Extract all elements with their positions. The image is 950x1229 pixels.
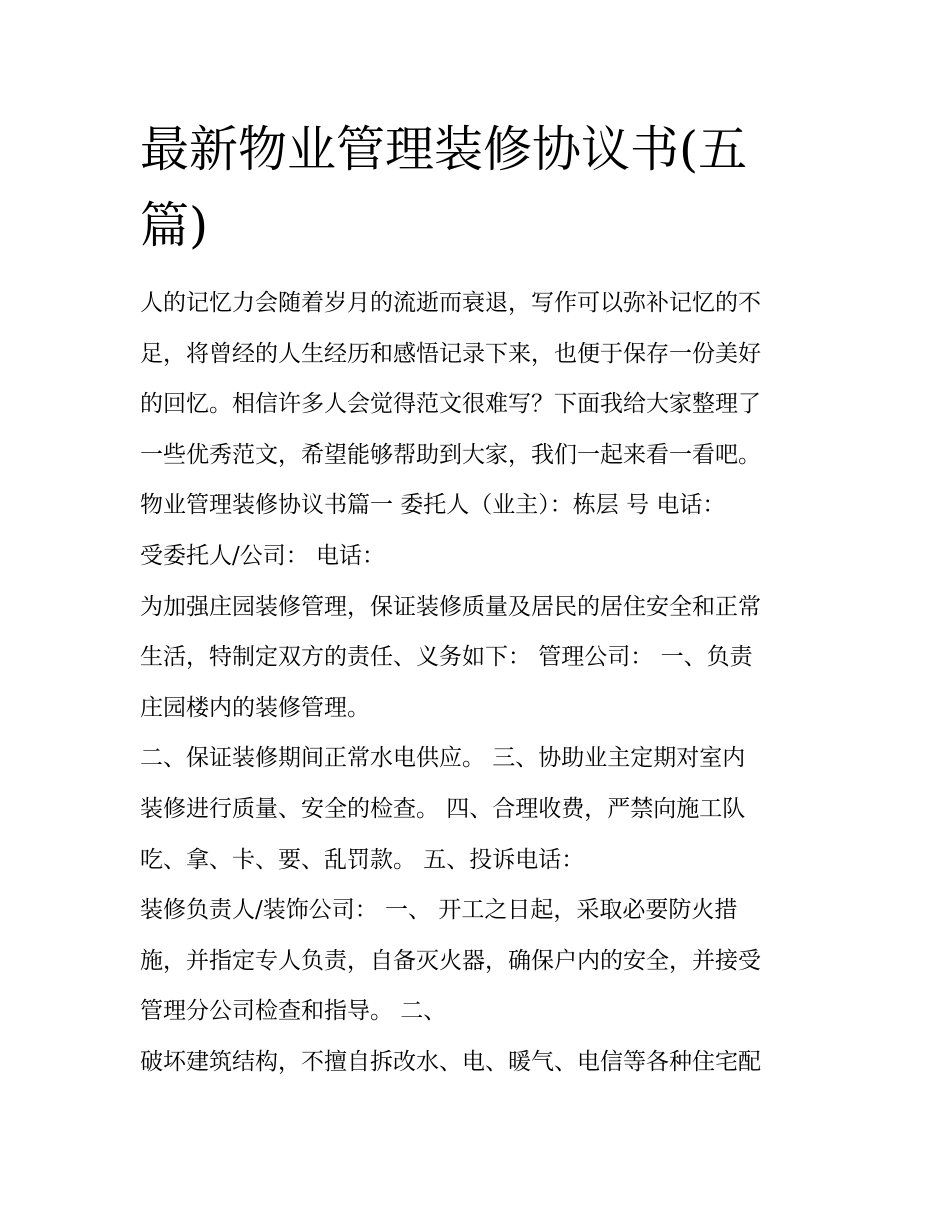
- body-line: 一些优秀范文，希望能够帮助到大家，我们一起来看一看吧。: [140, 441, 761, 468]
- body-line: 装修进行质量、安全的检查。 四、合理收费，严禁向施工队: [140, 795, 746, 822]
- body-line: 吃、拿、卡、要、乱罚款。 五、投诉电话：: [140, 846, 585, 873]
- body-line: 生活，特制定双方的责任、义务如下： 管理公司： 一、负责: [140, 644, 753, 671]
- body-line: 管理分公司检查和指导。 二、: [140, 998, 447, 1025]
- body-line: 物业管理装修协议书篇一 委托人（业主）：栋层 号 电话：: [140, 492, 726, 519]
- body-line: 施，并指定专人负责，自备灭火器，确保户内的安全，并接受: [140, 947, 761, 974]
- body-line: 装修负责人/装饰公司： 一、 开工之日起，采取必要防火措: [140, 897, 738, 924]
- body-line: 足，将曾经的人生经历和感悟记录下来，也便于保存一份美好: [140, 340, 761, 367]
- body-line: 庄园楼内的装修管理。: [140, 694, 370, 721]
- body-line: 的回忆。相信许多人会觉得范文很难写？下面我给大家整理了: [140, 391, 761, 418]
- body-line: 破坏建筑结构，不擅自拆改水、电、暖气、电信等各种住宅配: [140, 1048, 761, 1075]
- body-line: 为加强庄园装修管理，保证装修质量及居民的居住安全和正常: [140, 593, 761, 620]
- body-line: 人的记忆力会随着岁月的流逝而衰退，写作可以弥补记忆的不: [140, 290, 761, 316]
- body-line: 受委托人/公司： 电话：: [140, 542, 386, 569]
- title-line-2: 篇): [140, 197, 209, 254]
- title-line-1: 最新物业管理装修协议书(五: [140, 121, 748, 178]
- body-line: 二、保证装修期间正常水电供应。 三、协助业主定期对室内: [140, 745, 746, 772]
- document-title: [140, 112, 800, 264]
- document-body: [140, 278, 820, 1088]
